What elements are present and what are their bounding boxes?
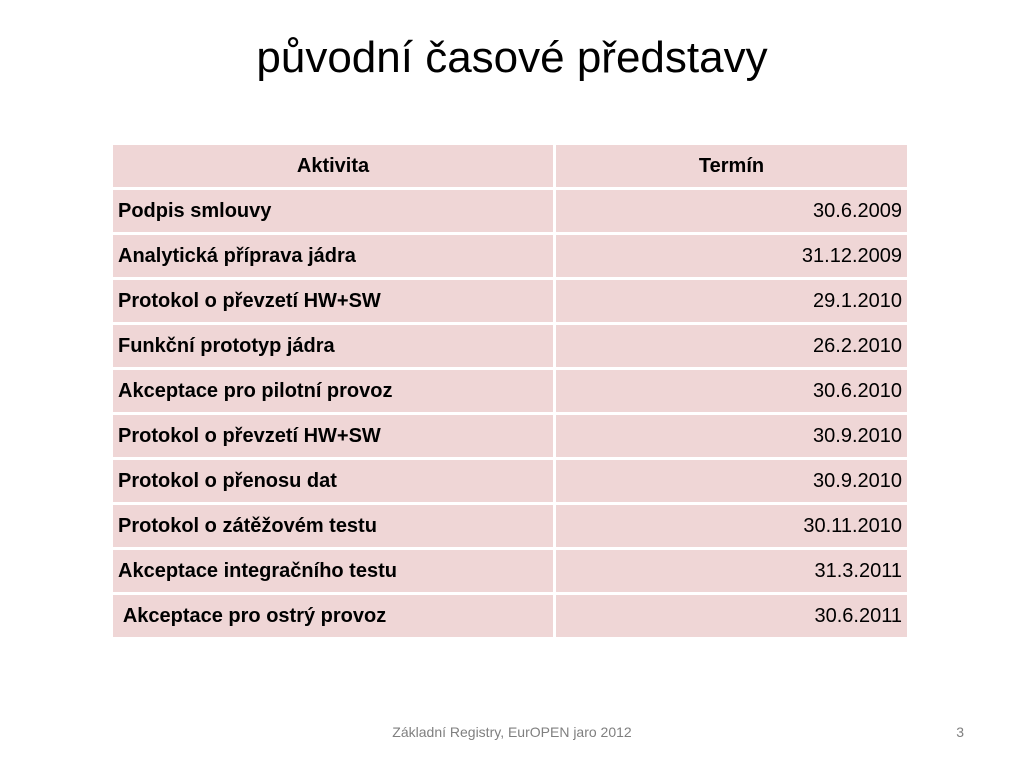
slide-number: 3 [956, 724, 964, 740]
table-row [112, 414, 909, 459]
activity-cell: Akceptace pro pilotní provoz [112, 369, 555, 414]
term-cell: 30.11.2010 [555, 504, 909, 549]
term-cell: 31.12.2009 [555, 234, 909, 279]
term-cell: 30.6.2010 [555, 369, 909, 414]
activity-cell: Funkční prototyp jádra [112, 324, 555, 369]
activity-cell: Protokol o přenosu dat [112, 459, 555, 504]
activity-cell: Akceptace integračního testu [112, 549, 555, 594]
table-row [112, 279, 909, 324]
table-row [112, 189, 909, 234]
term-cell: 26.2.2010 [555, 324, 909, 369]
activity-cell: Akceptace pro ostrý provoz [112, 594, 555, 639]
table-row [112, 549, 909, 594]
schedule-table [110, 142, 910, 640]
term-cell: 30.6.2011 [555, 594, 909, 639]
column-header-activity: Aktivita [112, 144, 555, 189]
slide-footer: Základní Registry, EurOPEN jaro 2012 [392, 724, 632, 740]
table-header-row [112, 144, 909, 189]
activity-cell: Protokol o převzetí HW+SW [112, 279, 555, 324]
activity-cell: Protokol o zátěžovém testu [112, 504, 555, 549]
table-row [112, 504, 909, 549]
table-row [112, 324, 909, 369]
term-cell: 30.6.2009 [555, 189, 909, 234]
activity-cell: Podpis smlouvy [112, 189, 555, 234]
term-cell: 30.9.2010 [555, 459, 909, 504]
term-cell: 31.3.2011 [555, 549, 909, 594]
activity-cell: Analytická příprava jádra [112, 234, 555, 279]
column-header-term: Termín [555, 144, 909, 189]
page-title: původní časové představy [256, 33, 768, 82]
term-cell: 30.9.2010 [555, 414, 909, 459]
table-row [112, 459, 909, 504]
table-row [112, 369, 909, 414]
table-row [112, 594, 909, 639]
table-row [112, 234, 909, 279]
term-cell: 29.1.2010 [555, 279, 909, 324]
activity-cell: Protokol o převzetí HW+SW [112, 414, 555, 459]
